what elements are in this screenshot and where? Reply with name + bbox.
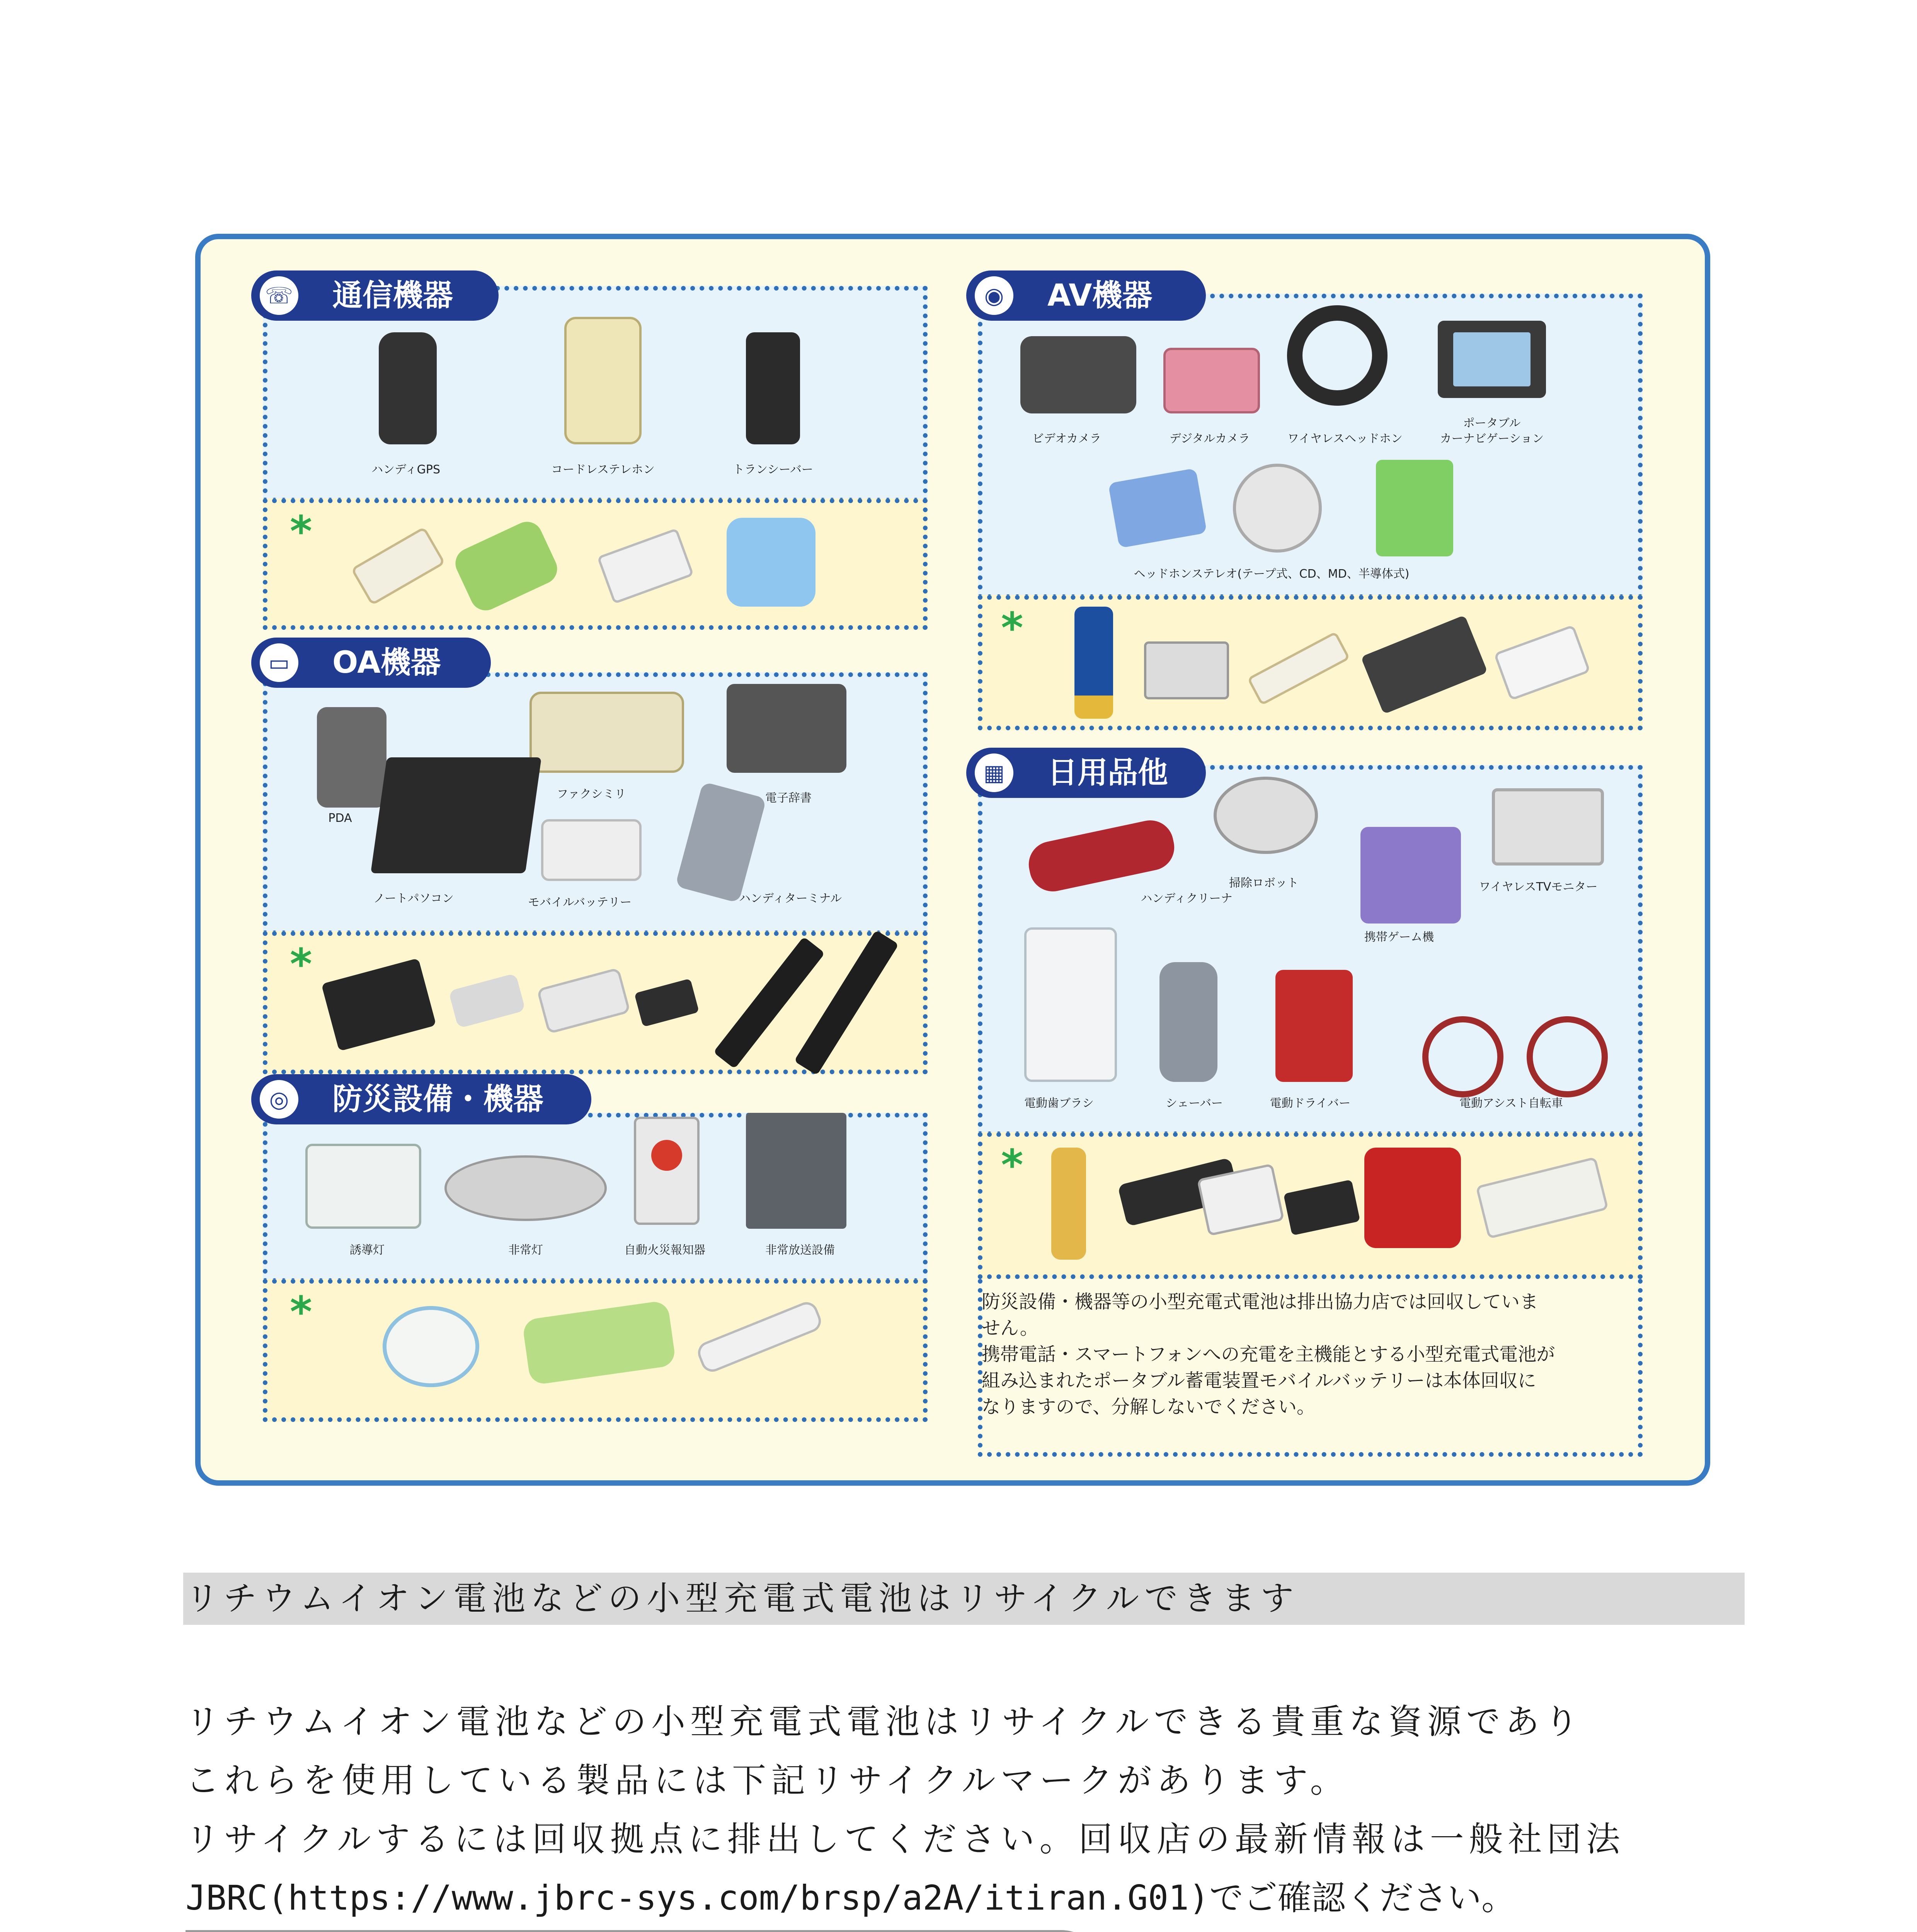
recycle-mark-box: [186, 1930, 1103, 1932]
wireless-tv-monitor-image: [1492, 788, 1604, 866]
device-caption: 非常灯: [508, 1243, 543, 1257]
wireless-headphones-image: [1287, 305, 1388, 406]
device-caption: ハンディクリーナ: [1141, 892, 1233, 905]
device-caption: ワイヤレスTVモニター: [1479, 880, 1598, 894]
battery-marker: *: [1001, 1140, 1023, 1190]
device-caption: 電子辞書: [765, 791, 812, 805]
handy-gps-image: [379, 332, 437, 444]
device-caption: 自動火災報知器: [624, 1243, 705, 1257]
battery-image: [383, 1306, 479, 1387]
battery-image: [727, 518, 815, 607]
laptop-image: [371, 757, 541, 873]
battery-image: [1051, 1148, 1086, 1260]
category-title: 日用品他: [1047, 755, 1168, 790]
note-line: 組み込まれたポータブル蓄電装置モバイルバッテリーは本体回収に: [982, 1370, 1536, 1391]
category-title: OA機器: [332, 645, 441, 680]
category-header-av: [966, 270, 1206, 321]
device-caption: シェーバー: [1166, 1097, 1223, 1110]
transceiver-image: [746, 332, 800, 444]
device-caption: ファクシミリ: [557, 787, 626, 801]
battery-marker: *: [290, 939, 312, 989]
note-dotted-border: [978, 1279, 1643, 1457]
device-caption: カーナビゲーション: [1440, 432, 1544, 446]
fire-alarm-button: [651, 1140, 682, 1171]
car-navigation-screen: [1453, 332, 1531, 386]
game-console-image: [1360, 827, 1461, 923]
battery-image: [1144, 641, 1229, 699]
battery-marker: *: [290, 507, 312, 556]
emergency-broadcast-image: [746, 1113, 846, 1229]
battery-image: [1364, 1148, 1461, 1248]
category-header-daily: [966, 748, 1206, 798]
device-caption: ヘッドホンステレオ(テープ式、CD、MD、半導体式): [1134, 567, 1410, 581]
category-header-communication: [251, 270, 499, 321]
guide-light-image: [305, 1144, 421, 1229]
paragraph-line: リサイクルするには回収拠点に排出してください。回収店の最新情報は一般社団法: [186, 1819, 1625, 1859]
note-line: なりますので、分解しないでください。: [982, 1396, 1316, 1418]
paragraph-intro: [186, 1692, 1747, 1927]
device-caption: 電動歯ブラシ: [1024, 1097, 1094, 1110]
device-caption: コードレステレホン: [551, 463, 655, 476]
camera-icon: ◉: [975, 276, 1013, 315]
category-title: AV機器: [1047, 278, 1153, 313]
portable-stereo-image: [1233, 464, 1322, 553]
video-camera-image: [1020, 336, 1136, 413]
digital-camera-image: [1163, 348, 1260, 413]
electric-driver-image: [1275, 970, 1353, 1082]
mobile-phone-icon: ☏: [260, 276, 298, 315]
device-caption: モバイルバッテリー: [528, 896, 632, 909]
alarm-icon: ◎: [260, 1080, 298, 1119]
device-caption: ワイヤレスヘッドホン: [1287, 432, 1403, 446]
device-caption: ポータブル: [1463, 417, 1521, 430]
paragraph-line: リチウムイオン電池などの小型充電式電池はリサイクルできる貴重な資源であり: [186, 1702, 1583, 1742]
device-caption: PDA: [328, 811, 352, 825]
portable-stereo-image: [1376, 460, 1453, 556]
device-caption: ハンディGPS: [371, 463, 440, 476]
battery-image: [1074, 607, 1113, 719]
battery-marker: *: [1001, 603, 1023, 653]
device-caption: ノートパソコン: [373, 892, 454, 905]
building-icon: ▦: [975, 753, 1013, 792]
electric-toothbrush-image: [1024, 927, 1117, 1082]
cleaning-robot-image: [1214, 777, 1318, 854]
fax-image: [529, 692, 684, 773]
device-caption: ビデオカメラ: [1032, 432, 1102, 446]
emergency-light-image: [444, 1155, 607, 1221]
device-caption: 誘導灯: [350, 1243, 385, 1257]
category-title: 防災設備・機器: [332, 1082, 544, 1117]
battery-marker: *: [290, 1287, 312, 1337]
device-caption: ハンディターミナル: [739, 892, 842, 905]
category-header-disaster: [251, 1074, 591, 1124]
fire-alarm-image: [634, 1117, 700, 1225]
device-caption: デジタルカメラ: [1169, 432, 1250, 446]
device-caption: 電動アシスト自転車: [1459, 1097, 1563, 1110]
electronic-dictionary-image: [727, 684, 846, 773]
note-line: 携帯電話・スマートフォンへの充電を主機能とする小型充電式電池が: [982, 1344, 1555, 1365]
mobile-battery-image: [541, 819, 642, 881]
category-header-oa: [251, 638, 491, 688]
assist-bicycle-image: [1422, 1016, 1503, 1097]
shaver-image: [1159, 962, 1217, 1082]
paragraph-line: これらを使用している製品には下記リサイクルマークがあります。: [186, 1760, 1349, 1800]
laptop-icon: ▭: [260, 643, 298, 682]
device-caption: 掃除ロボット: [1229, 876, 1299, 890]
device-caption: トランシーバー: [733, 463, 813, 476]
paragraph-line-jbrc-url: JBRC(https://www.jbrc-sys.com/brsp/a2A/itiran.G01)でご確認ください。: [186, 1878, 1516, 1918]
note-line: 防災設備・機器等の小型充電式電池は排出協力店では回収していま: [982, 1291, 1539, 1313]
section-heading: リチウムイオン電池などの小型充電式電池はリサイクルできます: [183, 1573, 1745, 1625]
device-caption: 携帯ゲーム機: [1364, 930, 1434, 944]
assist-bicycle-image: [1527, 1016, 1608, 1097]
category-title: 通信機器: [332, 278, 453, 313]
device-caption: 電動ドライバー: [1270, 1097, 1351, 1110]
note-line: せん。: [982, 1317, 1039, 1339]
pda-image: [317, 707, 386, 808]
device-caption: 非常放送設備: [765, 1243, 835, 1257]
cordless-phone-image: [564, 317, 642, 444]
